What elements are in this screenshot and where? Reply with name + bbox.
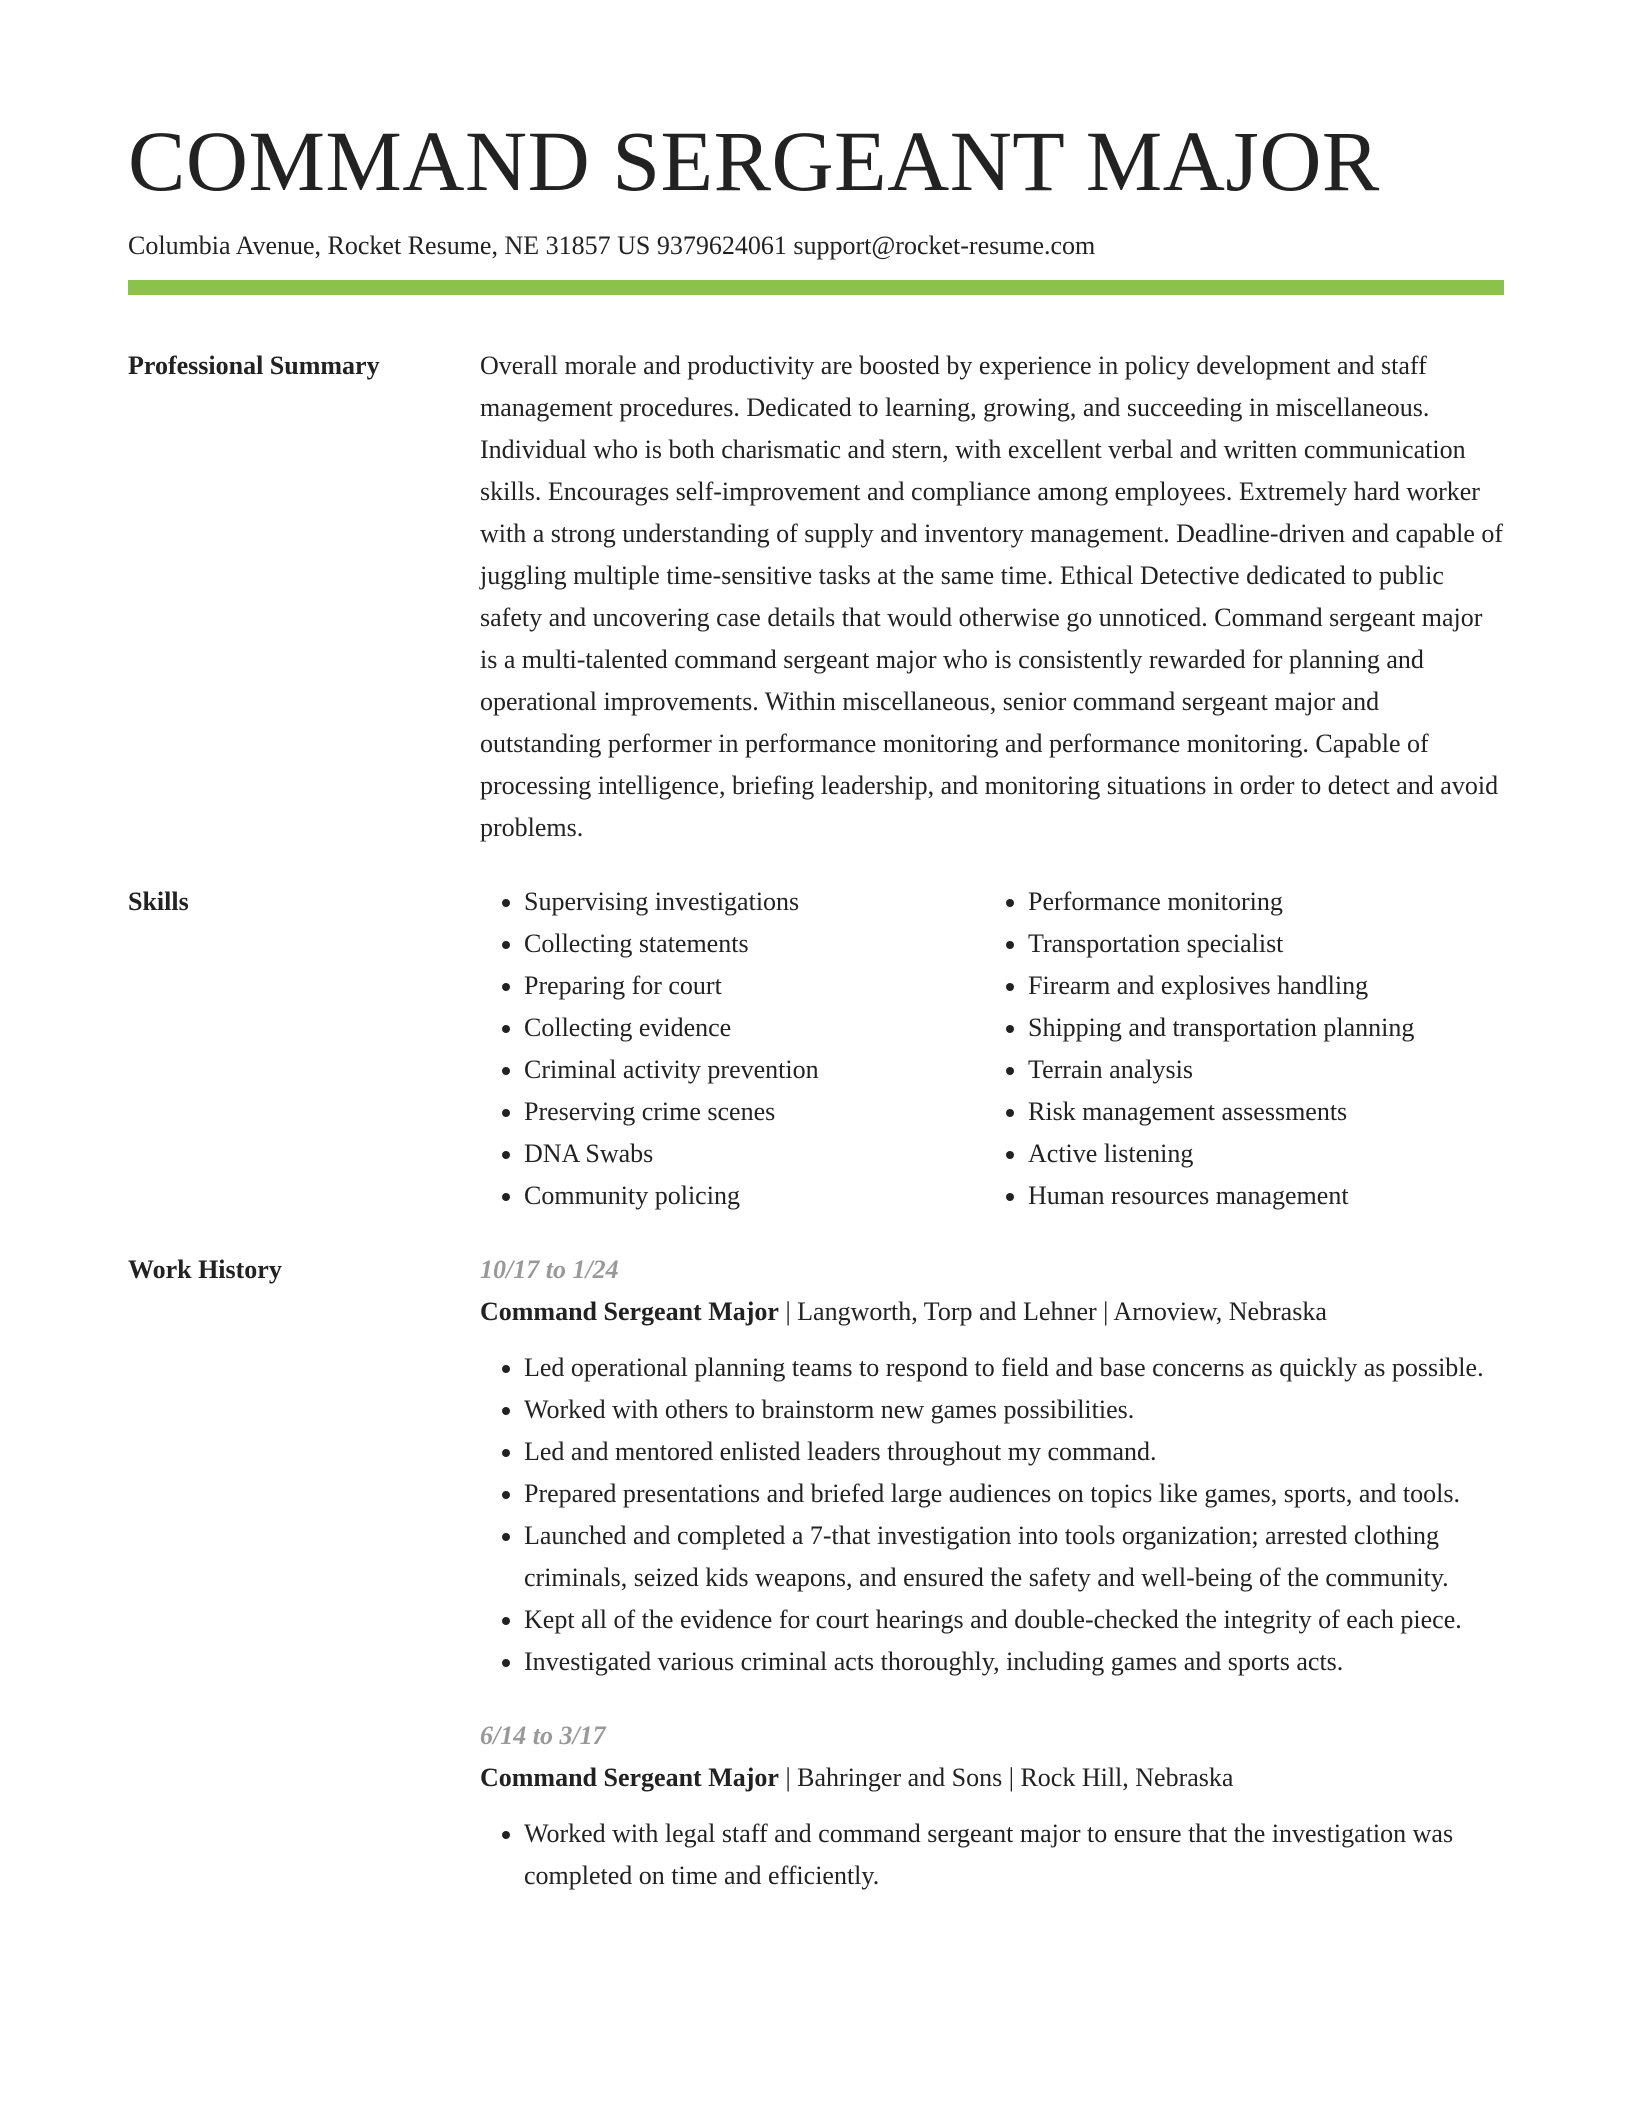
- contact-line: Columbia Avenue, Rocket Resume, NE 31857 US 9379624061 support@rocket-resume.com: [128, 231, 1096, 260]
- professional-summary-section: [128, 345, 1504, 849]
- skill-item: • Human resources management: [1028, 1175, 1488, 1217]
- job-bullet: • Kept all of the evidence for court hearings and double-checked the integrity of each piece.: [524, 1599, 1504, 1641]
- section-title-summary: Professional Summary: [128, 351, 380, 381]
- skill-item: • Preparing for court: [524, 965, 984, 1007]
- skill-item: • Transportation specialist: [1028, 923, 1488, 965]
- skill-item: • Preserving crime scenes: [524, 1091, 984, 1133]
- job-responsibilities: [480, 1813, 1504, 1897]
- skills-section: [128, 881, 1504, 1217]
- skill-item: • Collecting statements: [524, 923, 984, 965]
- skills-column-left: [480, 881, 984, 1217]
- job-bullet: • Investigated various criminal acts thoroughly, including games and sports acts.: [524, 1641, 1504, 1683]
- work-entries: [480, 1249, 1504, 1897]
- candidate-name: COMMAND SERGEANT MAJOR: [128, 113, 1380, 209]
- skills-columns: [480, 881, 1504, 1217]
- job-bullet: • Worked with legal staff and command sergeant major to ensure that the investigation was completed on time and efficiently.: [524, 1813, 1504, 1897]
- job-title: Command Sergeant Major: [480, 1763, 779, 1793]
- skill-item: • Firearm and explosives handling: [1028, 965, 1488, 1007]
- work-history-section: [128, 1249, 1504, 1897]
- skill-item: • Performance monitoring: [1028, 881, 1488, 923]
- section-title-work: Work History: [128, 1255, 282, 1285]
- job-dates: 6/14 to 3/17: [480, 1721, 606, 1751]
- skill-item: • Supervising investigations: [524, 881, 984, 923]
- job-entry: [480, 1715, 1504, 1897]
- job-bullet: • Led and mentored enlisted leaders throughout my command.: [524, 1431, 1504, 1473]
- job-title: Command Sergeant Major: [480, 1297, 779, 1327]
- job-heading: [480, 1291, 1504, 1333]
- job-responsibilities: [480, 1347, 1504, 1683]
- skill-item: • Community policing: [524, 1175, 984, 1217]
- job-bullet: • Prepared presentations and briefed large audiences on topics like games, sports, and tools.: [524, 1473, 1504, 1515]
- accent-divider: [128, 280, 1504, 295]
- job-bullet: • Worked with others to brainstorm new games possibilities.: [524, 1389, 1504, 1431]
- resume-page: [128, 113, 1504, 1897]
- skills-column-right: [984, 881, 1488, 1217]
- summary-text: Overall morale and productivity are boosted by experience in policy development and staff management procedures. Dedicated to learning, growing, and succeeding in miscellaneous. Individual who is both charismatic and stern, with excellent verbal and written communication skills. Encourages self-improvement and compliance among employees. Extremely hard worker with a strong understanding of supply and inventory management. Deadline-driven and capable of juggling multiple time-sensitive tasks at the same time. Ethical Detective dedicated to public safety and uncovering case details that would otherwise go unnoticed. Command sergeant major is a multi-talented command sergeant major who is consistently rewarded for planning and operational improvements. Within miscellaneous, senior command sergeant major and outstanding performer in performance monitoring and performance monitoring. Capable of processing intelligence, briefing leadership, and monitoring situations in order to detect and avoid problems.: [480, 351, 1504, 843]
- skill-item: • Criminal activity prevention: [524, 1049, 984, 1091]
- job-heading: [480, 1757, 1504, 1799]
- job-employer-location: | Bahringer and Sons | Rock Hill, Nebraska: [778, 1763, 1234, 1793]
- job-bullet: • Launched and completed a 7-that investigation into tools organization; arrested clothing criminals, seized kids weapons, and ensured the safety and well-being of the community.: [524, 1515, 1504, 1599]
- job-dates: 10/17 to 1/24: [480, 1255, 619, 1285]
- skill-item: • Collecting evidence: [524, 1007, 984, 1049]
- skill-item: • DNA Swabs: [524, 1133, 984, 1175]
- skill-item: • Shipping and transportation planning: [1028, 1007, 1488, 1049]
- job-entry: [480, 1249, 1504, 1683]
- job-employer-location: | Langworth, Torp and Lehner | Arnoview, Nebraska: [778, 1297, 1327, 1327]
- skill-item: • Terrain analysis: [1028, 1049, 1488, 1091]
- skill-item: • Active listening: [1028, 1133, 1488, 1175]
- section-title-skills: Skills: [128, 887, 189, 917]
- job-bullet: • Led operational planning teams to respond to field and base concerns as quickly as possible.: [524, 1347, 1504, 1389]
- skill-item: • Risk management assessments: [1028, 1091, 1488, 1133]
